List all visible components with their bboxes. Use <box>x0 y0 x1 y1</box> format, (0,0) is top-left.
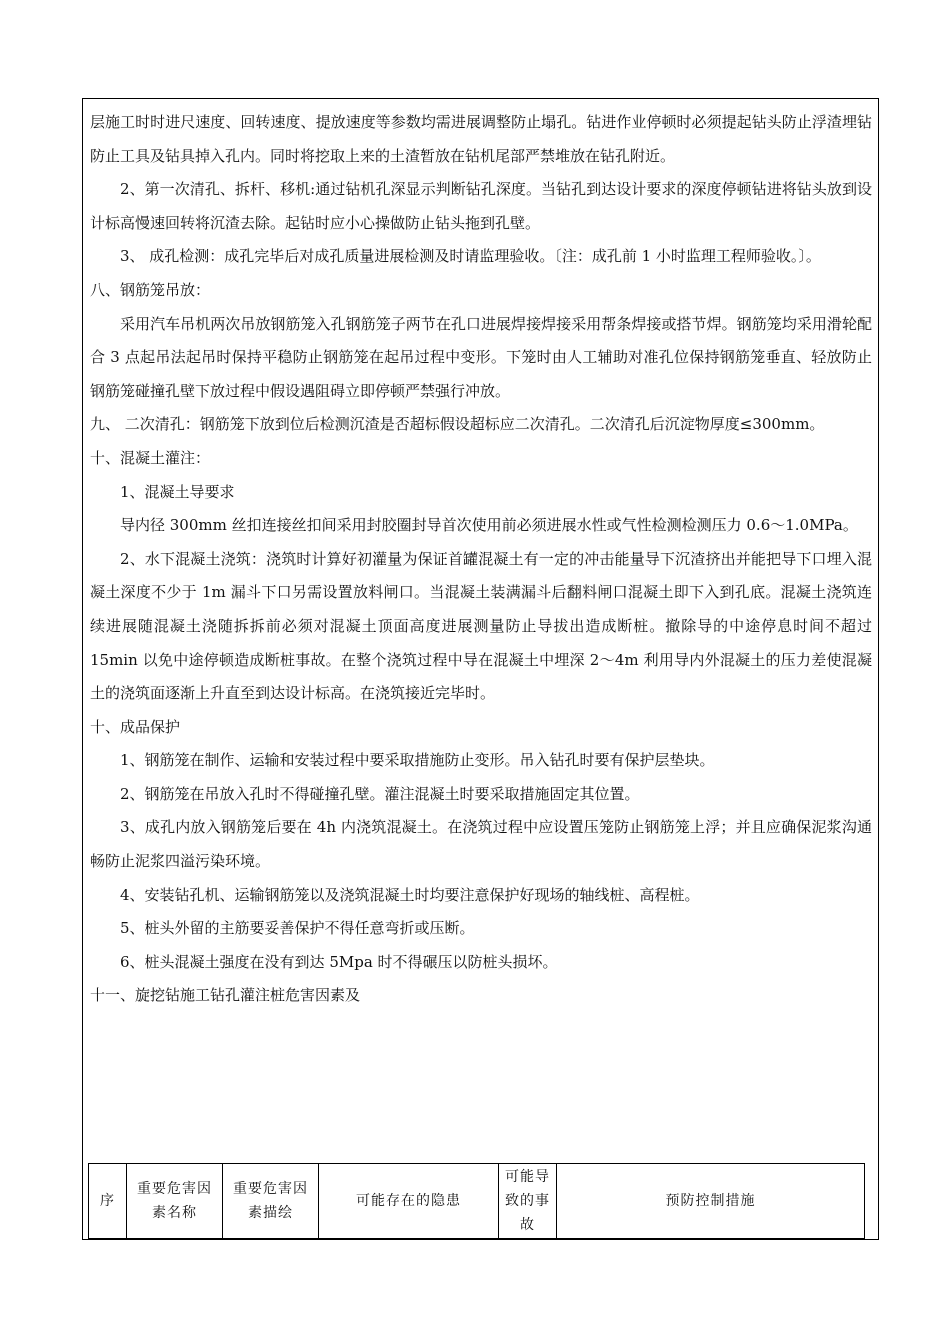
table-header-row <box>89 1164 865 1239</box>
subheading-pipe-requirements: 1、混凝土导要求 <box>120 482 235 501</box>
header-cell-index: 序 <box>89 1164 127 1239</box>
section-heading-concrete-pouring: 十、混凝土灌注： <box>90 448 211 467</box>
list-item-protection-5: 5、桩头外留的主筋要妥善保护不得任意弯折或压断。 <box>120 919 475 938</box>
header-cell-prevention-measures: 预防控制措施 <box>557 1164 865 1239</box>
document-body <box>90 106 872 1013</box>
paragraph-cage-hoisting: 采用汽车吊机两次吊放钢筋笼入孔钢筋笼子两节在孔口进展焊接焊接采用帮条焊接或搭节焊。钢筋笼均采用滑轮配合 3 点起吊法起吊时保持平稳防止钢筋笼在起吊过程中变形。下笼时由人工辅助对准孔位保持钢筋笼垂直、轻放防止钢筋笼碰撞孔壁下放过程中假设遇阻碍立即停顿严禁强行冲放。 <box>90 314 872 400</box>
section-heading-hazard-factors: 十一、旋挖钻施工钻孔灌注桩危害因素及 <box>90 986 361 1005</box>
section-heading-product-protection: 十、成品保护 <box>90 717 181 736</box>
list-item-protection-2: 2、钢筋笼在吊放入孔时不得碰撞孔壁。灌注混凝土时要采取措施固定其位置。 <box>120 784 640 803</box>
paragraph-pipe-requirements: 导内径 300mm 丝扣连接丝扣间采用封胶圈封导首次使用前必须进展水性或气性检测检测压力 0.6～1.0MPa。 <box>120 516 858 535</box>
list-item-protection-4: 4、安装钻孔机、运输钢筋笼以及浇筑混凝土时均要注意保护好现场的轴线桩、高程桩。 <box>120 885 700 904</box>
list-item-protection-3: 3、成孔内放入钢筋笼后要在 4h 内浇筑混凝土。在浇筑过程中应设置压笼防止钢筋笼上浮；并且应确保泥浆沟通畅防止泥浆四溢污染环境。 <box>90 818 872 871</box>
paragraph-continuation: 层施工时时进尺速度、回转速度、提放速度等参数均需进展调整防止塌孔。钻进作业停顿时必须提起钻头防止浮渣埋钻防止工具及钻具掉入孔内。同时将挖取上来的土渣暂放在钻机尾部严禁堆放在钻孔附近。 <box>90 113 872 165</box>
paragraph-hole-inspection: 3、 成孔检测：成孔完毕后对成孔质量进展检测及时请监理验收。〔注：成孔前 1 小时监理工程师验收。〕。 <box>120 247 821 266</box>
paragraph-underwater-pouring: 2、水下混凝土浇筑：浇筑时计算好初灌量为保证首罐混凝土有一定的冲击能量导下沉渣挤出并能把导下口埋入混凝土深度不少于 1m 漏斗下口另需设置放料闸口。当混凝土装满漏斗后翻料闸口混凝土即下入到孔底。混凝土浇筑连续进展随混凝土浇随拆拆前必须对混凝土顶面高度进展测量防止导拔出造成断桩。撤除导的中途停息时间不超过 15min 以免中途停顿造成断桩事故。在整个浇筑过程中导在混凝土中埋深 2～4m 利用导内外混凝土的压力差使混凝土的浇筑面逐渐上升直至到达设计标高。在浇筑接近完毕时。 <box>90 549 872 703</box>
header-cell-possible-accident: 可能导致的事故 <box>499 1164 557 1239</box>
list-item-protection-1: 1、钢筋笼在制作、运输和安装过程中要采取措施防止变形。吊入钻孔时要有保护层垫块。 <box>120 751 715 770</box>
header-cell-hazard-description: 重要危害因素描绘 <box>223 1164 319 1239</box>
section-heading-second-cleaning: 九、 二次清孔：钢筋笼下放到位后检测沉渣是否超标假设超标应二次清孔。二次清孔后沉淀物厚度≤300mm。 <box>90 415 825 434</box>
paragraph-first-cleaning: 2、第一次清孔、拆杆、移机:通过钻机孔深显示判断钻孔深度。当钻孔到达设计要求的深度停顿钻进将钻头放到设计标高慢速回转将沉渣去除。起钻时应小心操做防止钻头拖到孔壁。 <box>90 180 872 232</box>
header-cell-potential-risk: 可能存在的隐患 <box>319 1164 499 1239</box>
section-heading-cage-hoisting: 八、钢筋笼吊放： <box>90 280 211 299</box>
header-cell-hazard-name: 重要危害因素名称 <box>127 1164 223 1239</box>
hazard-table <box>88 1163 865 1239</box>
list-item-protection-6: 6、桩头混凝土强度在没有到达 5Mpa 时不得碾压以防桩头损坏。 <box>120 952 558 971</box>
